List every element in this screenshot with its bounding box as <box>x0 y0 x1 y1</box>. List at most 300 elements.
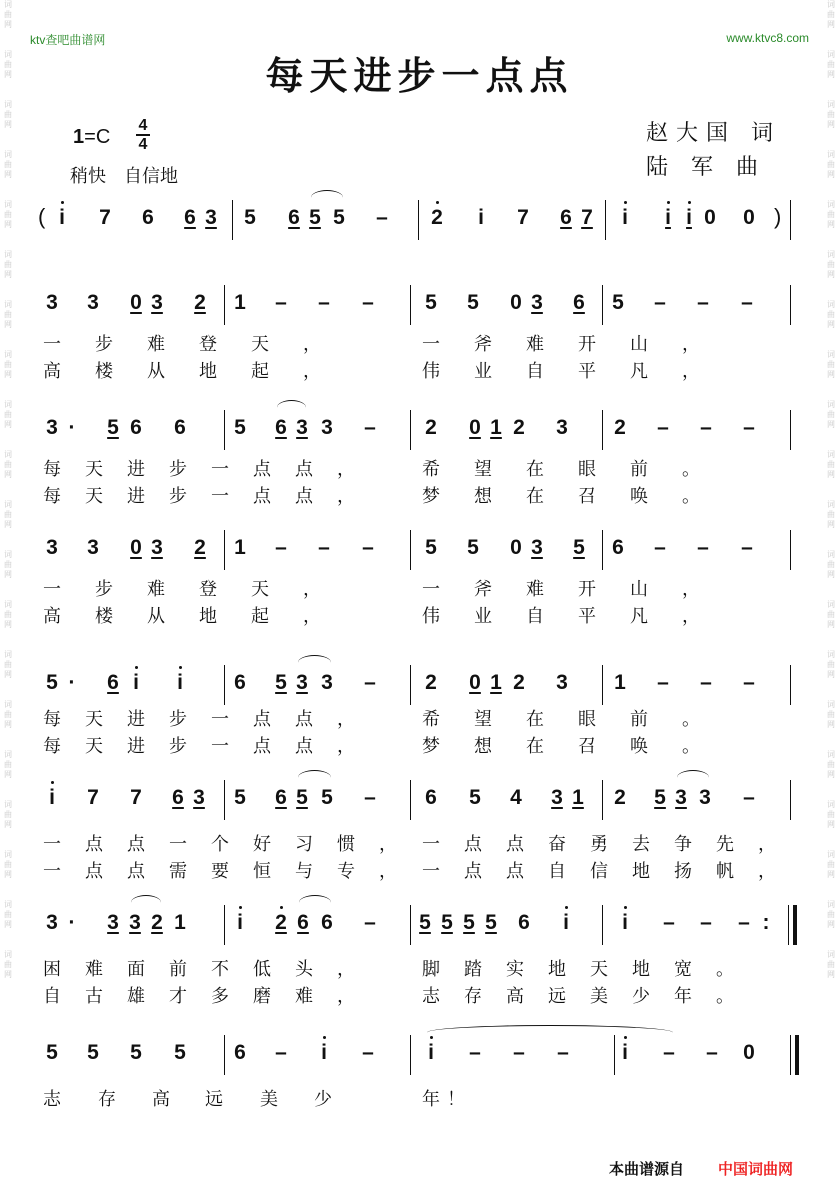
score-note: 5 <box>309 206 321 229</box>
extension-dash: – <box>364 671 376 694</box>
lyric-char: ， <box>303 361 321 382</box>
key-equals: = <box>84 126 96 148</box>
extension-dash: – <box>741 536 753 559</box>
lyric-char: 难 <box>295 986 313 1007</box>
score-note: 5 <box>419 911 431 934</box>
lyric-char: 一 <box>422 334 440 355</box>
bar-line <box>410 410 411 450</box>
watermark-glyph: 网 <box>827 820 835 829</box>
lyric-char: 难 <box>147 579 165 600</box>
lyric-char: 一 <box>43 834 61 855</box>
score-note: 0 <box>510 536 522 559</box>
score-note: 6 <box>172 786 184 809</box>
score-note: 1 <box>572 786 584 809</box>
lyric-char: 帆 <box>716 861 734 882</box>
watermark-glyph: 网 <box>4 520 12 529</box>
watermark-glyph: 曲 <box>4 510 12 519</box>
watermark-glyph: 曲 <box>4 960 12 969</box>
score-note: i <box>622 1041 628 1064</box>
lyric-char: 天 <box>251 334 269 355</box>
lyric-char: 美 <box>260 1089 278 1110</box>
score-note: 6 <box>234 671 246 694</box>
score-note: 1 <box>234 536 246 559</box>
watermark-glyph: 曲 <box>827 910 835 919</box>
watermark-glyph: 网 <box>4 420 12 429</box>
lyric-char: 伟 <box>422 606 440 627</box>
tie-arc <box>427 1025 673 1040</box>
watermark-glyph: 曲 <box>827 610 835 619</box>
octave-dot <box>280 906 283 909</box>
lyric-line <box>0 857 839 883</box>
watermark-glyph: 词 <box>4 950 12 959</box>
bar-line <box>790 780 791 820</box>
watermark-glyph: 网 <box>827 70 835 79</box>
score-note: 3 <box>675 786 687 809</box>
watermark-glyph: 曲 <box>4 110 12 119</box>
bar-line <box>410 780 411 820</box>
watermark-glyph: 网 <box>4 620 12 629</box>
score-note: 2 <box>513 416 525 439</box>
score-note: 3 <box>46 416 58 439</box>
lyric-char: 不 <box>211 959 229 980</box>
lyric-char: 年 <box>422 1089 440 1110</box>
score-note: 2 <box>614 786 626 809</box>
score-row <box>0 665 839 705</box>
bar-line <box>790 1035 791 1075</box>
lyric-char: 点 <box>506 834 524 855</box>
score-note: i <box>622 206 628 229</box>
lyric-char: ， <box>682 579 700 600</box>
lyric-char: 地 <box>632 861 650 882</box>
extension-dash: – <box>741 291 753 314</box>
extension-dash: – <box>663 1041 675 1064</box>
lyric-char: 地 <box>199 361 217 382</box>
extension-dash: – <box>706 1041 718 1064</box>
lyric-char: 难 <box>85 959 103 980</box>
intro-paren-open: ( <box>38 204 46 229</box>
score-note: · <box>68 416 76 439</box>
lyric-char: 希 <box>422 459 440 480</box>
watermark-glyph: 曲 <box>4 260 12 269</box>
tie-arc <box>677 770 709 785</box>
watermark-glyph: 网 <box>827 470 835 479</box>
watermark-glyph: 词 <box>4 800 12 809</box>
watermark-glyph: 词 <box>827 250 835 259</box>
score-note: i <box>59 206 65 229</box>
lyric-char: 专 <box>337 861 355 882</box>
watermark-glyph: 网 <box>4 920 12 929</box>
watermark-glyph: 曲 <box>827 210 835 219</box>
final-bar <box>793 905 797 945</box>
lyric-char: 一 <box>43 861 61 882</box>
score-note: 3 <box>205 206 217 229</box>
lyric-char: 点 <box>295 709 313 730</box>
watermark-glyph: 曲 <box>4 160 12 169</box>
watermark-glyph: 网 <box>4 970 12 979</box>
score-row <box>0 410 839 450</box>
lyric-char: 登 <box>199 334 217 355</box>
meter-bottom: 4 <box>138 136 148 153</box>
watermark-glyph: 曲 <box>827 810 835 819</box>
watermark-glyph: 网 <box>827 770 835 779</box>
lyric-char: ， <box>303 334 321 355</box>
extension-dash: – <box>275 1041 287 1064</box>
extension-dash: – <box>364 786 376 809</box>
octave-dot <box>624 201 627 204</box>
score-row <box>0 780 839 820</box>
lyric-char: 志 <box>422 986 440 1007</box>
lyric-char: ， <box>758 834 776 855</box>
lyric-char: 美 <box>590 986 608 1007</box>
extension-dash: – <box>743 786 755 809</box>
lyric-char: 高 <box>506 986 524 1007</box>
extension-dash: – <box>469 1041 481 1064</box>
lyric-char: 步 <box>169 736 187 757</box>
site-header-right[interactable]: www.ktvc8.com <box>726 31 809 45</box>
watermark-glyph: 网 <box>4 470 12 479</box>
score-note: i <box>237 911 243 934</box>
lyric-char: 每 <box>43 736 61 757</box>
lyric-char: 志 <box>43 1089 61 1110</box>
bar-line <box>790 410 791 450</box>
lyric-char: 伟 <box>422 361 440 382</box>
lyric-line <box>0 330 839 356</box>
score-note: i <box>428 1041 434 1064</box>
score-note: 6 <box>130 416 142 439</box>
lyric-char: ， <box>337 459 355 480</box>
watermark-glyph: 曲 <box>4 760 12 769</box>
watermark-glyph: 曲 <box>827 510 835 519</box>
watermark-glyph: 网 <box>827 370 835 379</box>
site-header-left[interactable]: ktv查吧曲谱网 <box>30 33 106 47</box>
lyric-char: 在 <box>526 486 544 507</box>
key-signature <box>73 126 110 149</box>
watermark-glyph: 曲 <box>4 360 12 369</box>
watermark-glyph: 网 <box>827 220 835 229</box>
watermark-glyph: 曲 <box>827 760 835 769</box>
watermark-glyph: 网 <box>4 820 12 829</box>
bar-line <box>224 780 225 820</box>
lyric-char: ， <box>682 334 700 355</box>
watermark-glyph: 词 <box>827 300 835 309</box>
score-note: 3 <box>129 911 141 934</box>
extension-dash: – <box>362 536 374 559</box>
score-row <box>0 1035 839 1075</box>
watermark-glyph: 词 <box>827 100 835 109</box>
watermark-glyph: 词 <box>827 400 835 409</box>
lyric-char: 恒 <box>253 861 271 882</box>
score-note: 5 <box>296 786 308 809</box>
extension-dash: – <box>364 911 376 934</box>
watermark-glyph: 网 <box>827 420 835 429</box>
lyric-char: 进 <box>127 486 145 507</box>
score-note: 2 <box>614 416 626 439</box>
lyric-char: 自 <box>43 986 61 1007</box>
watermark-glyph: 网 <box>827 520 835 529</box>
lyric-char: 召 <box>578 486 596 507</box>
lyric-char: 点 <box>295 486 313 507</box>
lyric-char: 斧 <box>474 334 492 355</box>
lyricist-credit: 赵大国 词 <box>646 121 781 146</box>
bar-line <box>410 1035 411 1075</box>
score-note: 2 <box>431 206 443 229</box>
score-note: 5 <box>467 291 479 314</box>
lyric-char: 扬 <box>674 861 692 882</box>
lyric-char: 难 <box>526 334 544 355</box>
watermark-glyph: 网 <box>4 770 12 779</box>
watermark-glyph: 网 <box>827 670 835 679</box>
lyric-char: 唤 <box>630 486 648 507</box>
extension-dash: – <box>700 416 712 439</box>
lyric-char: 去 <box>632 834 650 855</box>
lyric-line <box>0 482 839 508</box>
watermark-glyph: 词 <box>4 650 12 659</box>
lyric-char: 业 <box>474 606 492 627</box>
lyric-char: 面 <box>127 959 145 980</box>
watermark-glyph: 词 <box>827 200 835 209</box>
watermark-glyph: 词 <box>827 650 835 659</box>
lyric-char: 地 <box>632 959 650 980</box>
bar-line <box>224 410 225 450</box>
bar-line <box>602 530 603 570</box>
lyric-char: ， <box>337 986 355 1007</box>
lyric-char: 步 <box>95 579 113 600</box>
key-note: C <box>95 126 111 148</box>
watermark-glyph: 网 <box>4 220 12 229</box>
extension-dash: – <box>364 416 376 439</box>
watermark-glyph: 词 <box>4 100 12 109</box>
watermark-glyph: 曲 <box>4 860 12 869</box>
extension-dash: – <box>657 416 669 439</box>
watermark-glyph: 曲 <box>827 360 835 369</box>
lyric-char: 天 <box>85 736 103 757</box>
lyric-char: 斧 <box>474 579 492 600</box>
extension-dash: – <box>513 1041 525 1064</box>
bar-line <box>602 780 603 820</box>
watermark-glyph: 网 <box>827 970 835 979</box>
score-note: 5 <box>463 911 475 934</box>
extension-dash: – <box>362 291 374 314</box>
score-note: 3 <box>107 911 119 934</box>
score-note: 2 <box>425 416 437 439</box>
lyric-char: 从 <box>147 606 165 627</box>
watermark-glyph: 曲 <box>827 560 835 569</box>
lyric-char: 在 <box>526 736 544 757</box>
bar-line <box>602 285 603 325</box>
lyric-char: 一 <box>211 709 229 730</box>
watermark-glyph: 词 <box>4 550 12 559</box>
bar-line <box>410 905 411 945</box>
extension-dash: – <box>700 671 712 694</box>
watermark-glyph: 网 <box>4 120 12 129</box>
watermark-glyph: 词 <box>4 750 12 759</box>
lyric-char: 信 <box>590 861 608 882</box>
lyric-char: ， <box>379 861 397 882</box>
lyric-char: 眼 <box>578 459 596 480</box>
score-note: 5 <box>467 536 479 559</box>
tie-arc <box>311 190 343 205</box>
key-prefix: 1 <box>73 126 85 148</box>
score-note: 6 <box>107 671 119 694</box>
score-note: 3 <box>151 536 163 559</box>
lyric-char: 点 <box>253 459 271 480</box>
score-note: 6 <box>142 206 154 229</box>
lyric-char: 天 <box>85 459 103 480</box>
lyric-char: 点 <box>127 861 145 882</box>
lyric-char: 天 <box>85 486 103 507</box>
score-note: 5 <box>234 786 246 809</box>
lyric-char: 。 <box>682 486 700 507</box>
lyric-char: 希 <box>422 709 440 730</box>
watermark-glyph: 曲 <box>827 410 835 419</box>
lyric-char: 想 <box>474 486 492 507</box>
lyric-char: 天 <box>85 709 103 730</box>
lyric-char: 一 <box>211 459 229 480</box>
lyric-char: 起 <box>251 606 269 627</box>
lyric-char: 点 <box>85 861 103 882</box>
lyric-char: 每 <box>43 709 61 730</box>
lyric-char: 需 <box>169 861 187 882</box>
lyric-char: 平 <box>578 361 596 382</box>
lyric-char: 争 <box>674 834 692 855</box>
score-note: 3 <box>296 416 308 439</box>
score-note: 6 <box>275 416 287 439</box>
watermark-glyph: 曲 <box>827 110 835 119</box>
watermark-glyph: 词 <box>827 950 835 959</box>
lyric-char: 点 <box>85 834 103 855</box>
score-note: 5 <box>333 206 345 229</box>
lyric-char: 天 <box>251 579 269 600</box>
watermark-glyph: 曲 <box>827 460 835 469</box>
watermark-glyph: 词 <box>827 700 835 709</box>
score-note: 3 <box>87 291 99 314</box>
lyric-char: 古 <box>85 986 103 1007</box>
lyric-char: 点 <box>506 861 524 882</box>
score-note: 0 <box>510 291 522 314</box>
score-note: 5 <box>485 911 497 934</box>
extension-dash: – <box>275 536 287 559</box>
score-row <box>0 285 839 325</box>
watermark-glyph: 网 <box>827 920 835 929</box>
score-note: 6 <box>425 786 437 809</box>
lyric-char: 少 <box>632 986 650 1007</box>
lyric-char: 点 <box>253 736 271 757</box>
lyric-char: 先 <box>716 834 734 855</box>
lyric-char: ， <box>337 709 355 730</box>
watermark-glyph: 词 <box>827 600 835 609</box>
watermark-glyph: 网 <box>4 20 12 29</box>
lyric-char: 难 <box>526 579 544 600</box>
score-note: 3 <box>87 536 99 559</box>
watermark-glyph: 词 <box>827 450 835 459</box>
watermark-glyph: 曲 <box>827 960 835 969</box>
octave-dot <box>667 201 670 204</box>
lyric-char: 召 <box>578 736 596 757</box>
lyric-char: 一 <box>169 834 187 855</box>
bar-line <box>224 530 225 570</box>
lyric-line <box>0 357 839 383</box>
bar-line <box>224 905 225 945</box>
footer-source-site[interactable]: 中国词曲网 <box>718 1160 794 1178</box>
lyric-char: 自 <box>526 361 544 382</box>
lyric-char: 每 <box>43 459 61 480</box>
lyric-char: 点 <box>253 486 271 507</box>
bar-line <box>224 285 225 325</box>
lyric-char: 高 <box>43 361 61 382</box>
score-note: 3 <box>321 671 333 694</box>
watermark-glyph: 网 <box>827 120 835 129</box>
lyric-char: 从 <box>147 361 165 382</box>
extension-dash: – <box>700 911 712 934</box>
lyric-char: 奋 <box>548 834 566 855</box>
score-note: 3 <box>151 291 163 314</box>
watermark-glyph: 词 <box>4 200 12 209</box>
bar-line <box>602 665 603 705</box>
bar-line <box>790 285 791 325</box>
lyric-char: ， <box>303 606 321 627</box>
lyric-char: 。 <box>682 459 700 480</box>
watermark-glyph: 网 <box>827 570 835 579</box>
lyric-char: 业 <box>474 361 492 382</box>
score-note: 1 <box>614 671 626 694</box>
score-note: i <box>665 206 671 229</box>
extension-dash: – <box>663 911 675 934</box>
extension-dash: – <box>654 291 666 314</box>
watermark-glyph: 曲 <box>4 210 12 219</box>
watermark-glyph: 词 <box>4 500 12 509</box>
lyric-char: 望 <box>474 459 492 480</box>
score-note: 5 <box>612 291 624 314</box>
octave-dot <box>179 666 182 669</box>
lyric-char: 低 <box>253 959 271 980</box>
score-note: i <box>563 911 569 934</box>
watermark-glyph: 曲 <box>827 860 835 869</box>
lyric-char: 在 <box>526 709 544 730</box>
watermark-glyph: 词 <box>827 500 835 509</box>
lyric-line <box>0 575 839 601</box>
watermark-glyph: 词 <box>827 750 835 759</box>
watermark-glyph: 词 <box>827 50 835 59</box>
score-note: 5 <box>275 671 287 694</box>
bar-line <box>410 530 411 570</box>
lyric-char: 脚 <box>422 959 440 980</box>
bar-line <box>788 905 789 945</box>
lyric-char: 一 <box>43 579 61 600</box>
lyric-char: 地 <box>548 959 566 980</box>
watermark-glyph: 词 <box>4 700 12 709</box>
lyric-char: 点 <box>464 861 482 882</box>
bar-line <box>605 200 606 240</box>
lyric-char: 少 <box>314 1089 332 1110</box>
watermark-glyph: 词 <box>4 250 12 259</box>
score-note: 3 <box>193 786 205 809</box>
score-note: 3 <box>296 671 308 694</box>
score-note: 5 <box>425 291 437 314</box>
score-row <box>0 905 839 945</box>
lyric-char: 进 <box>127 459 145 480</box>
lyric-char: 进 <box>127 709 145 730</box>
composer-credit: 陆 军 曲 <box>646 155 766 180</box>
score-note: i <box>686 206 692 229</box>
score-note: 0 <box>743 1041 755 1064</box>
score-note: 5 <box>234 416 246 439</box>
score-note: 5 <box>46 671 58 694</box>
extension-dash: – <box>376 206 388 229</box>
lyric-line <box>0 955 839 981</box>
watermark-glyph: 网 <box>827 620 835 629</box>
lyric-char: 凡 <box>630 606 648 627</box>
score-note: 1 <box>174 911 186 934</box>
